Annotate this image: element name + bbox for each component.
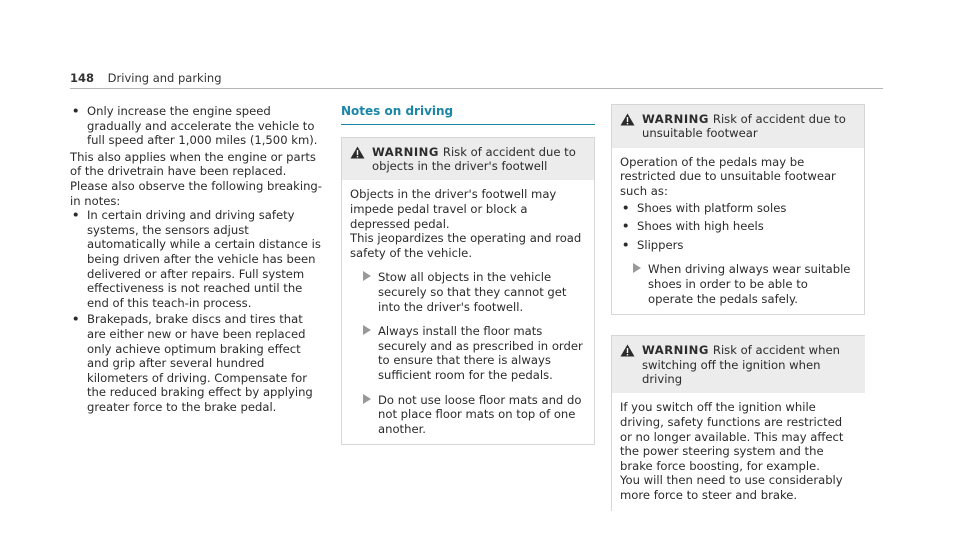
- warning-title: Risk of accident when switching off the ignition when driving: [642, 343, 840, 386]
- column-2: [341, 104, 595, 445]
- bullet-text: Shoes with platform soles: [637, 200, 787, 215]
- warning-title: Risk of accident due to unsuitable footwear: [642, 112, 846, 141]
- warning-label: WARNING: [642, 112, 709, 126]
- instruction-step: [350, 270, 586, 314]
- warning-triangle-icon: [620, 344, 635, 357]
- list-item: • Only increase the engine speed gradually and accelerate the vehicle to full speed after 1,000 miles (1,500 km).: [72, 104, 318, 148]
- warning-header: [612, 336, 865, 393]
- paragraph: This also applies when the engine or parts of the drivetrain have been replaced.: [70, 149, 316, 179]
- instruction-step: [620, 262, 856, 306]
- bullet-text: In certain driving and driving safety systems, the sensors adjust automatically while a certain distance is being driven after the vehicle has been delivered or after repairs. Full system effectiveness is not reached until the end of this teach-in process.: [87, 208, 321, 310]
- step-arrow-icon: [363, 271, 371, 281]
- bullet-text: Shoes with high heels: [637, 219, 764, 234]
- paragraph: You will then need to use considerably more force to steer and brake.: [620, 473, 843, 502]
- warning-body: [612, 393, 865, 510]
- paragraph: Objects in the driver's footwell may impede pedal travel or block a depressed pedal.: [350, 187, 557, 231]
- list-item: • Shoes with high heels: [622, 219, 764, 234]
- warning-triangle-icon: [350, 146, 365, 159]
- page-header: [70, 71, 222, 85]
- list-item: • Slippers: [622, 237, 684, 252]
- notes-heading: Notes on driving: [341, 104, 595, 125]
- warning-header: [342, 138, 594, 181]
- step-arrow-icon: [633, 263, 641, 273]
- column-3: [611, 104, 865, 511]
- warning-title: Risk of accident due to objects in the driver's footwell: [372, 144, 576, 173]
- list-item: • In certain driving and driving safety systems, the sensors adjust automatically while a certain distance is being driven after the vehicle has been delivered or after repairs. Full system effectiveness is not reached until the end of this teach-in process.: [72, 208, 321, 310]
- header-divider: [70, 88, 883, 89]
- warning-label: WARNING: [372, 144, 439, 159]
- section-title: Driving and parking: [107, 71, 222, 85]
- warning-box: [611, 335, 865, 510]
- page-number: 148: [70, 71, 95, 85]
- step-arrow-icon: [363, 394, 371, 404]
- step-text: Do not use loose floor mats and do not place floor mats on top of one another.: [378, 392, 582, 436]
- instruction-step: [350, 324, 586, 382]
- warning-box: [611, 104, 865, 315]
- step-arrow-icon: [363, 325, 371, 335]
- paragraph: Please also observe the following breaking-in notes:: [70, 178, 322, 208]
- warning-body: [612, 148, 864, 314]
- instruction-step: [350, 393, 586, 437]
- paragraph: Operation of the pedals may be restricted due to unsuitable footwear such as:: [620, 154, 836, 198]
- warning-triangle-icon: [620, 113, 635, 126]
- bullet-text: Slippers: [637, 237, 684, 252]
- list-item: • Brakepads, brake discs and tires that are either new or have been replaced only achieve optimum braking effect and grip after several hundred kilometers of driving. Compensate for the reduced braking effect by applying greater force to the brake pedal.: [72, 312, 313, 414]
- warning-header: [612, 105, 864, 148]
- bullet-text: Brakepads, brake discs and tires that are either new or have been replaced only achieve optimum braking effect and grip after several hundred kilometers of driving. Compensate for the reduced braking effect by applying greater force to the brake pedal.: [87, 312, 313, 414]
- list-item: • Shoes with platform soles: [622, 200, 787, 215]
- step-text: When driving always wear suitable shoes in order to be able to operate the pedals safely.: [648, 262, 851, 306]
- bullet-text: Only increase the engine speed gradually and accelerate the vehicle to full speed after 1,000 miles (1,500 km).: [87, 104, 318, 148]
- warning-box: [341, 137, 595, 446]
- column-1: [70, 104, 325, 416]
- warning-label: WARNING: [642, 343, 709, 358]
- warning-body: [342, 180, 594, 444]
- paragraph: This jeopardizes the operating and road safety of the vehicle.: [350, 231, 582, 260]
- step-text: Stow all objects in the vehicle securely so that they cannot get into the driver's footwell.: [378, 270, 567, 314]
- paragraph: If you switch off the ignition while driving, safety functions are restricted or no longer available. This may affect the power steering system and the brake force boosting, for example.: [620, 400, 844, 473]
- step-text: Always install the floor mats securely and as prescribed in order to ensure that there is always sufficient room for the pedals.: [378, 324, 583, 382]
